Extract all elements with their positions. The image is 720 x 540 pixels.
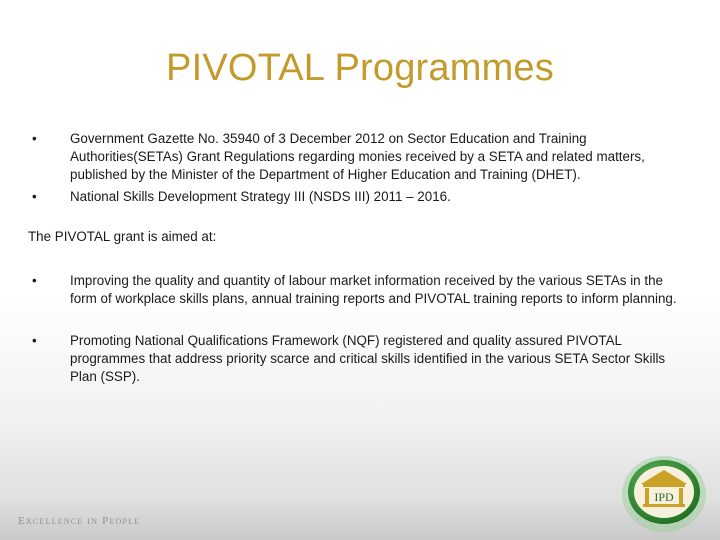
logo-letters: IPD <box>654 490 674 504</box>
list-item <box>28 332 678 386</box>
bullet-icon: • <box>32 131 37 146</box>
slide-title: PIVOTAL Programmes <box>166 47 554 89</box>
bullet-text: Improving the quality and quantity of labour market information received by the various SETAs in the form of workplace skills plans, annual training reports and PIVOTAL training reports to inform planning. <box>70 273 677 306</box>
list-item <box>28 130 678 184</box>
slide-body <box>28 130 678 386</box>
bullet-text: Promoting National Qualifications Framework (NQF) registered and quality assured PIVOTAL programmes that address priority scarce and critical skills identified in the various SETA Sector Skills Plan (SSP). <box>70 333 666 384</box>
bullet-icon: • <box>32 189 37 204</box>
list-item <box>28 272 678 308</box>
list-item <box>28 188 678 206</box>
footer-tagline: Excellence in People <box>18 515 141 527</box>
intro-text: The PIVOTAL grant is aimed at: <box>28 229 217 244</box>
bullet-text: Government Gazette No. 35940 of 3 December 2012 on Sector Education and Training Authorities(SETAs) Grant Regulations regarding monies received by a SETA and related matters, published by the Minister of the Department of Higher Education and Training (DHET). <box>70 131 645 182</box>
bullet-text: National Skills Development Strategy III (NSDS III) 2011 – 2016. <box>70 189 451 204</box>
bullet-icon: • <box>32 333 37 348</box>
bullet-icon: • <box>32 273 37 288</box>
ipd-logo-icon <box>619 444 709 534</box>
